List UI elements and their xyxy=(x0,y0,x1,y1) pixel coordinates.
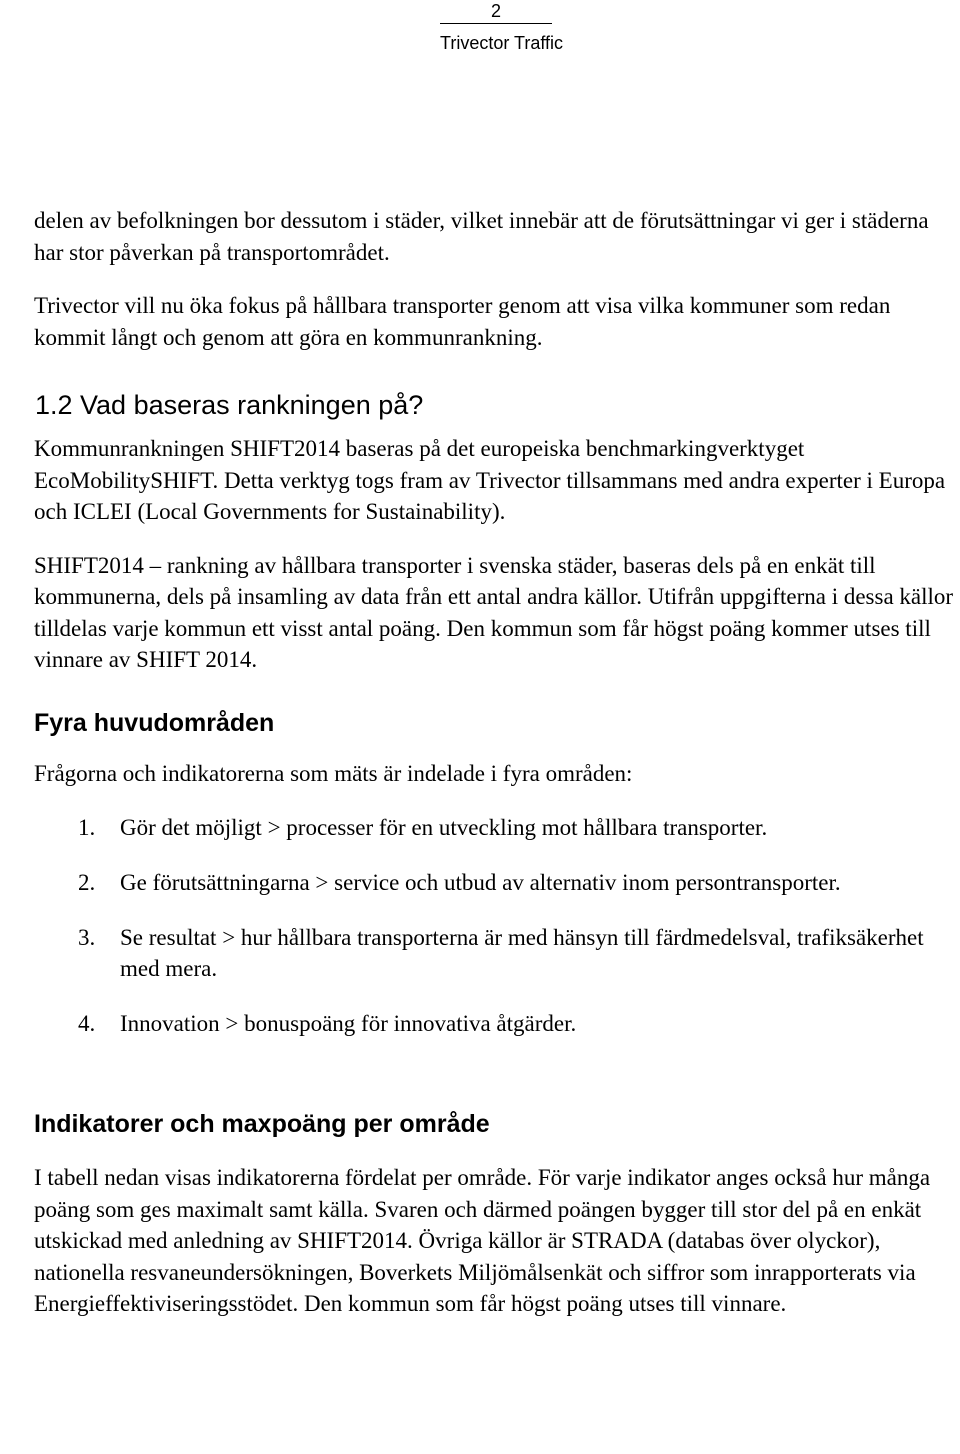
section-paragraph-shift-basis: Kommunrankningen SHIFT2014 baseras på det europeiska benchmarkingverktyget EcoMobilitySHIFT. Detta verktyg togs fram av Trivector tillsammans med andra experter i Europa och ICLEI (Local Governments for Sustainability). xyxy=(34,436,946,524)
intro-paragraph: delen av befolkningen bor dessutom i städer, vilket innebär att de förutsättningar vi ger i städerna har stor påverkan på transportområdet. xyxy=(34,208,929,265)
list-item-text: Ge förutsättningarna > service och utbud av alternativ inom persontransporter. xyxy=(120,870,841,895)
list-item-text: Gör det möjligt > processer för en utveckling mot hållbara transporter. xyxy=(120,815,768,840)
page-number: 2 xyxy=(490,1,501,21)
header-company-name: Trivector Traffic xyxy=(440,33,564,53)
list-item xyxy=(34,1008,954,1039)
list-item xyxy=(34,922,954,984)
document-body xyxy=(34,205,954,1320)
section-paragraph-ranking: SHIFT2014 – rankning av hållbara transporter i svenska städer, baseras dels på en enkät till kommunerna, dels på insamling av data från ett antal andra källor. Utifrån uppgifterna i dessa källor tilldelas varje kommun ett visst antal poäng. Den kommun som får högst poäng kommer utses till vinnare av SHIFT 2014. xyxy=(34,552,954,672)
areas-heading: Fyra huvudområden xyxy=(34,708,275,737)
indicators-paragraph: I tabell nedan visas indikatorerna fördelat per område. För varje indikator anges också hur många poäng som ges maximalt samt källa. Svaren och därmed poängen bygger till stor del på en enkät utskickad med anledning av SHIFT2014. Övriga källor är STRADA (databas över olyckor), nationella resvaneundersökningen, Boverkets Miljömålsenkät och siffror som inrapporterats via Energieffektiviseringsstödet. Den kommun som får högst poäng utses till vinnare. xyxy=(34,1165,931,1316)
section-heading: 1.2 Vad baseras rankningen på? xyxy=(35,390,424,420)
areas-intro: Frågorna och indikatorerna som mäts är indelade i fyra områden: xyxy=(34,760,633,786)
page-header xyxy=(440,0,564,54)
list-item-text: Se resultat > hur hållbara transporterna är med hänsyn till färdmedelsval, trafiksäkerhet med mera. xyxy=(120,925,924,981)
indicators-heading: Indikatorer och maxpoäng per område xyxy=(34,1110,490,1138)
list-item-text: Innovation > bonuspoäng för innovativa åtgärder. xyxy=(120,1011,577,1036)
header-divider xyxy=(440,23,552,24)
list-item-number: 4. xyxy=(78,1011,96,1036)
list-item-number: 1. xyxy=(78,815,96,840)
list-item xyxy=(34,812,954,843)
list-item-number: 3. xyxy=(78,925,96,950)
list-item xyxy=(34,867,954,898)
list-item-number: 2. xyxy=(78,870,96,895)
areas-list xyxy=(34,812,954,1039)
focus-paragraph: Trivector vill nu öka fokus på hållbara transporter genom att visa vilka kommuner som redan kommit långt och genom att göra en kommunrankning. xyxy=(34,293,891,350)
